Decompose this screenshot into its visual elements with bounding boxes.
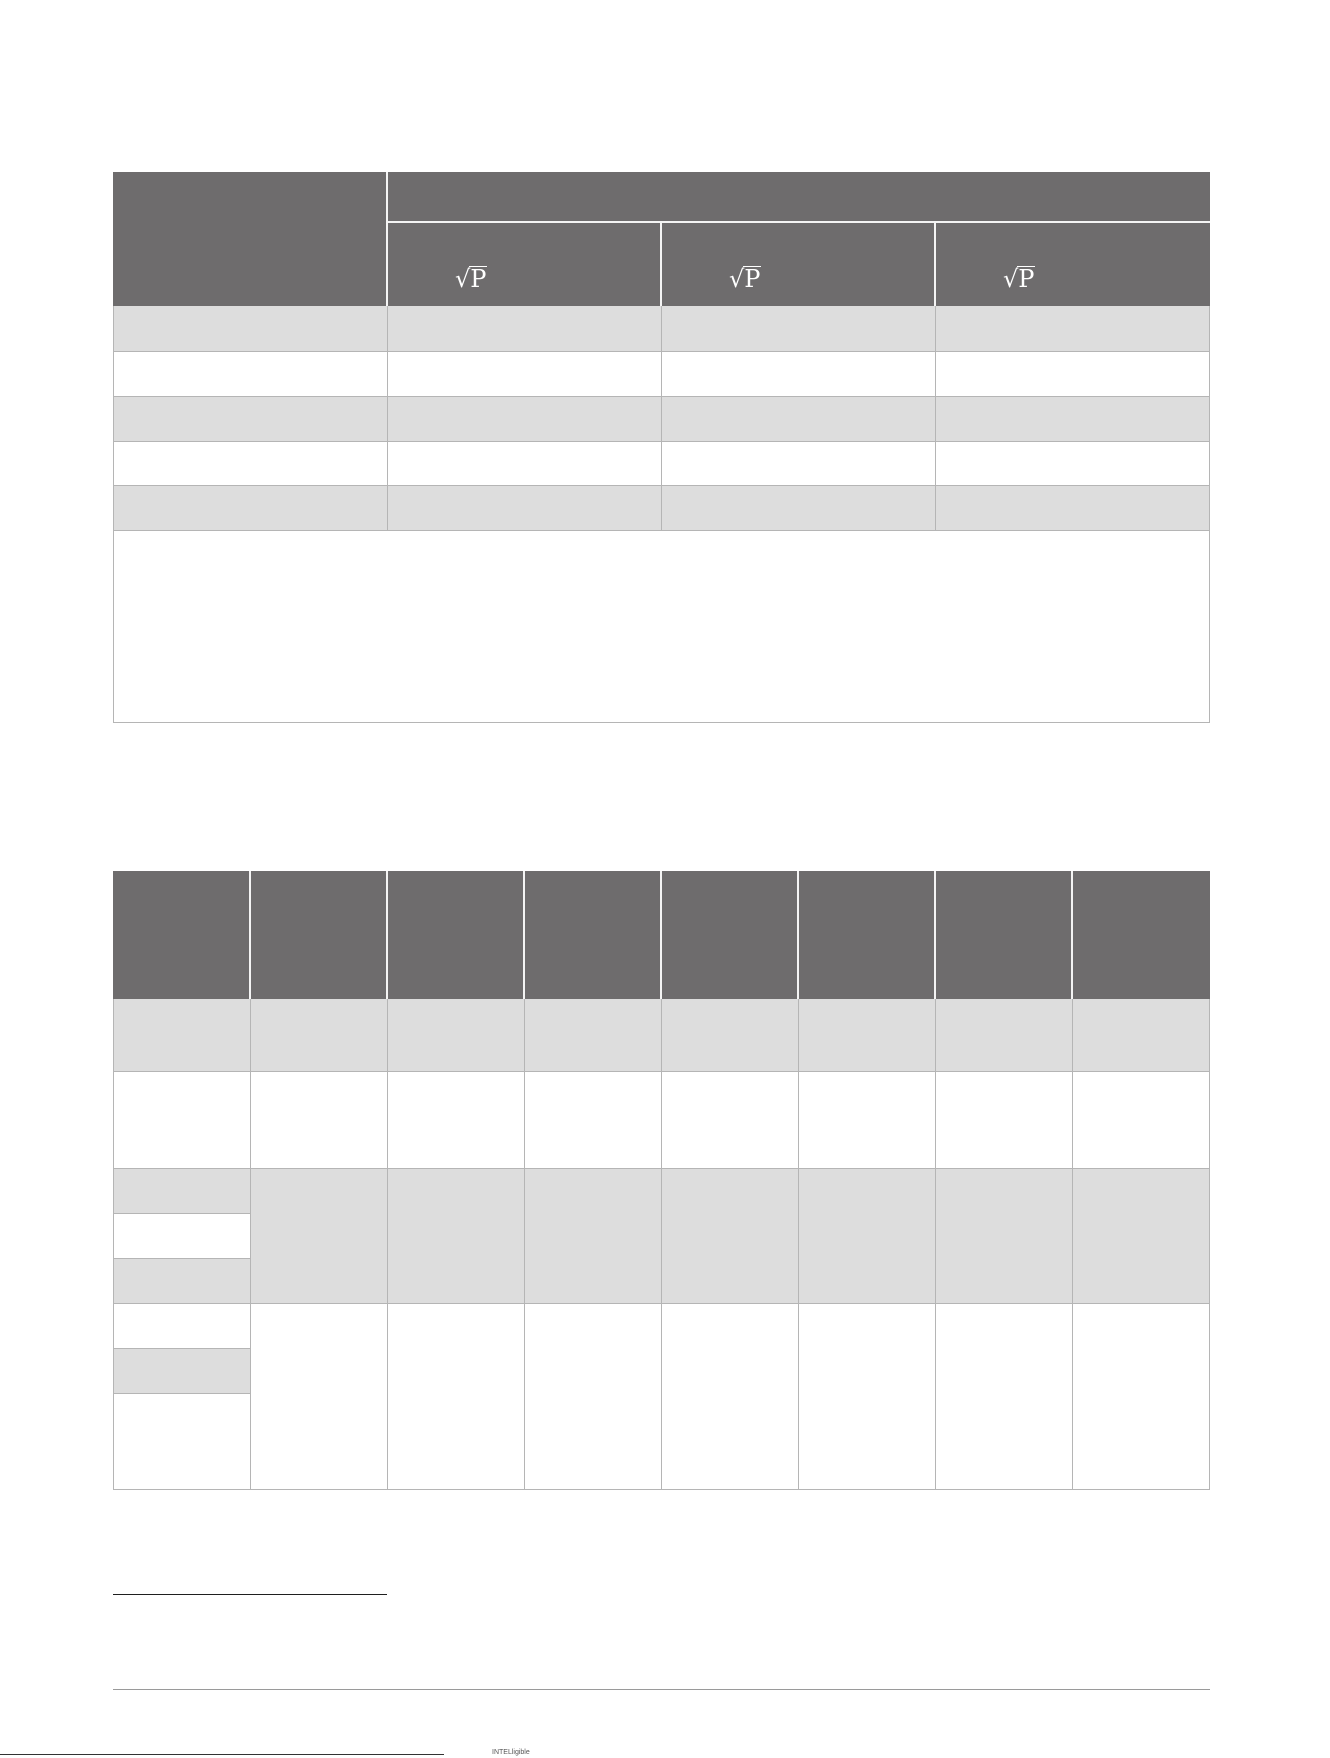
table-2-header-divider	[523, 871, 525, 999]
footnote-separator	[113, 1594, 387, 1595]
grid-line	[935, 306, 936, 530]
table-subrow	[113, 1348, 250, 1393]
grid-line	[113, 1213, 250, 1214]
grid-line	[661, 999, 662, 1490]
table-subrow	[113, 1393, 250, 1490]
table-1-notes	[113, 530, 1210, 723]
sqrt-p-symbol: √P	[729, 265, 761, 293]
grid-line	[387, 306, 388, 530]
grid-line	[798, 999, 799, 1490]
footer-text: INTELligible	[492, 1749, 530, 1756]
grid-line	[113, 1348, 250, 1349]
footer-line	[0, 1754, 444, 1755]
grid-line	[250, 999, 251, 1490]
grid-line	[1072, 999, 1073, 1490]
table-subrow	[113, 1303, 250, 1348]
table-2-header-divider	[660, 871, 662, 999]
grid-line	[661, 306, 662, 530]
table-1-header-divider	[386, 172, 388, 306]
table-2-header-divider	[1071, 871, 1073, 999]
table-subrow	[113, 1168, 250, 1213]
table-subrow	[113, 1213, 250, 1258]
table-1-header-divider	[660, 223, 662, 306]
table-1-header-divider	[934, 223, 936, 306]
table-subrow	[113, 1258, 250, 1303]
grid-line	[1209, 999, 1210, 1490]
table-2-header-divider	[249, 871, 251, 999]
grid-line	[113, 1258, 250, 1259]
table-1-header-divider	[388, 221, 1210, 223]
grid-line	[935, 999, 936, 1490]
grid-line	[524, 999, 525, 1490]
grid-line	[113, 999, 114, 1490]
sqrt-p-symbol: √P	[455, 265, 487, 293]
grid-line	[387, 999, 388, 1490]
table-2-header-divider	[797, 871, 799, 999]
sqrt-p-symbol: √P	[1003, 265, 1035, 293]
table-2-header-divider	[386, 871, 388, 999]
grid-line	[113, 306, 114, 530]
grid-line	[113, 1393, 250, 1394]
grid-line	[1209, 306, 1210, 530]
table-2-header-divider	[934, 871, 936, 999]
page-bottom-rule	[113, 1689, 1210, 1690]
